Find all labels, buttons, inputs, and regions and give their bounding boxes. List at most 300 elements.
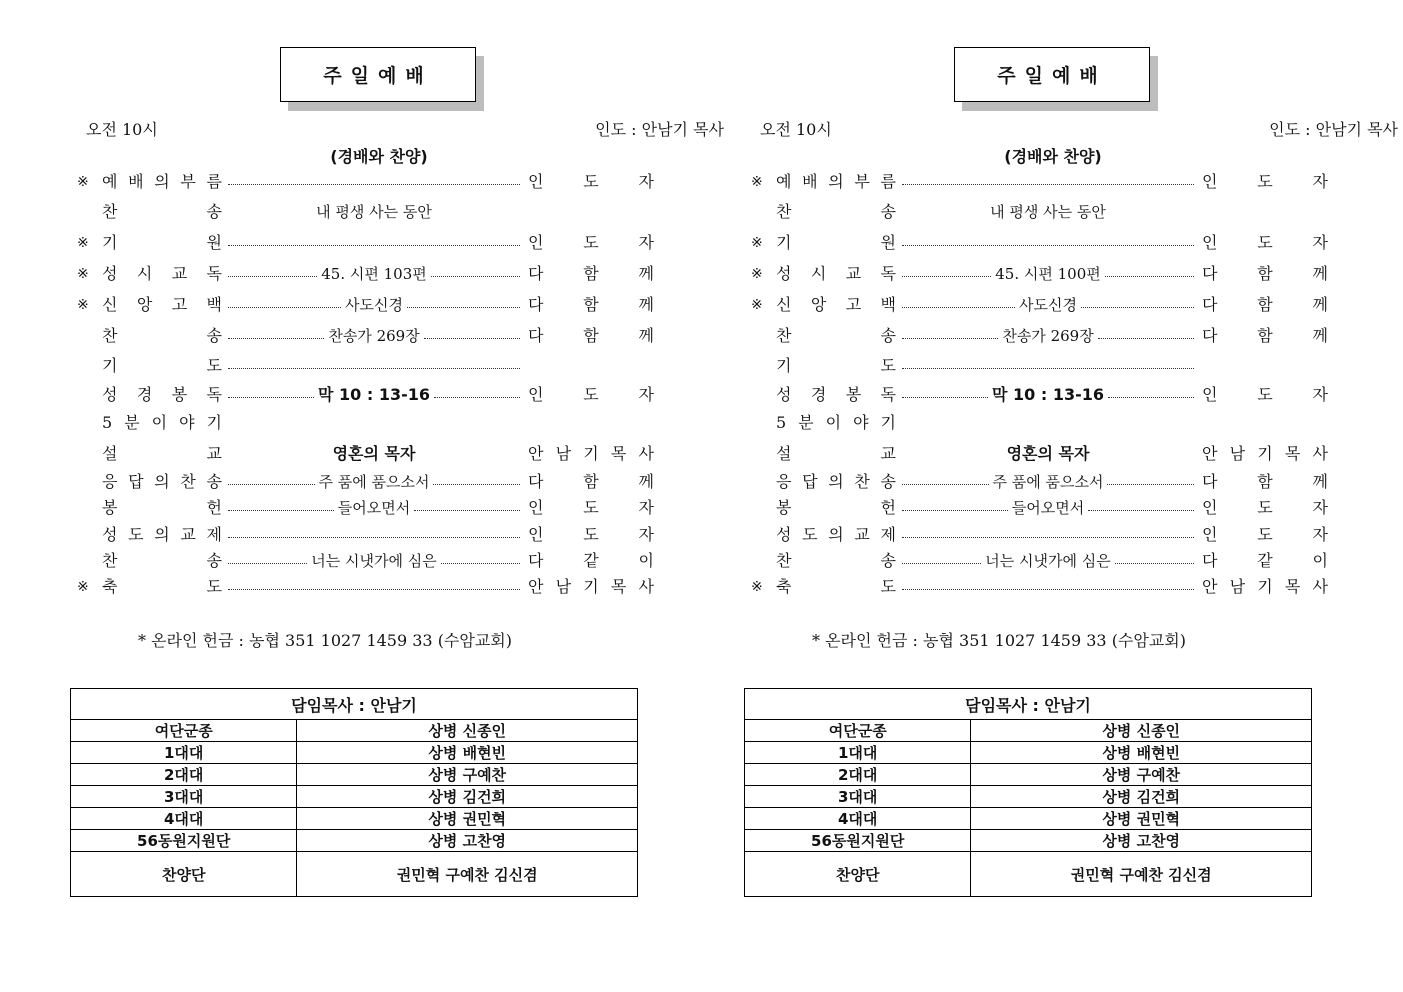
table-row: [745, 830, 1312, 852]
order-label: [102, 170, 222, 194]
order-label-char: 찬: [776, 326, 792, 345]
leader-dots: [902, 368, 1194, 369]
order-middle: [228, 549, 520, 573]
order-who-char: 목: [1284, 444, 1301, 463]
reference-mark: ※: [751, 297, 763, 313]
order-label: [776, 442, 896, 466]
order-label-char: 신: [102, 295, 118, 314]
order-who: [1202, 383, 1328, 407]
order-middle: [228, 383, 520, 407]
leader-dots: [902, 184, 1194, 185]
order-content: 주 품에 품으소서: [318, 473, 430, 491]
order-content: 막 10 : 13-16: [318, 385, 431, 404]
order-row: [748, 549, 1328, 573]
order-label: [102, 262, 222, 286]
order-who-char: 다: [1202, 551, 1218, 570]
order-label: [776, 523, 896, 547]
order-middle: [228, 231, 520, 255]
order-who-char: 함: [1257, 264, 1273, 283]
order-content: 막 10 : 13-16: [992, 385, 1105, 404]
order-label-char: 축: [102, 577, 118, 596]
order-who-char: 께: [1312, 326, 1328, 345]
order-who: [1202, 170, 1328, 194]
leader-dots: [228, 589, 520, 590]
staff-role: 2대대: [71, 764, 297, 786]
reference-mark: ※: [77, 174, 89, 190]
staff-name: 상병 신종인: [971, 720, 1312, 742]
leader-dots: [228, 484, 315, 485]
order-who-char: 께: [638, 295, 654, 314]
leader-dots: [228, 276, 317, 277]
choir-label: 찬양단: [745, 852, 971, 897]
order-label: [776, 496, 896, 520]
staff-head: 담임목사 : 안남기: [745, 689, 1312, 720]
order-who: [1202, 575, 1328, 599]
order-content: 들어오면서: [1011, 499, 1085, 517]
order-label: [102, 231, 222, 255]
order-row: [74, 523, 654, 547]
order-label: [102, 200, 222, 224]
order-who-char: 기: [1257, 444, 1273, 463]
staff-role: 4대대: [745, 808, 971, 830]
order-label-char: 원: [206, 233, 222, 252]
order-who-char: 목: [610, 577, 627, 596]
order-label-char: 기: [776, 356, 792, 375]
order-row: [74, 200, 654, 224]
leader-info: 인도 : 안남기 목사: [1269, 120, 1398, 139]
order-middle: [902, 383, 1194, 407]
order-label-char: 도: [802, 525, 818, 544]
order-who-char: 이: [638, 551, 654, 570]
order-label-char: 봉: [171, 385, 188, 404]
leader-dots: [228, 563, 307, 564]
staff-head: 담임목사 : 안남기: [71, 689, 638, 720]
order-who-char: 께: [638, 326, 654, 345]
order-who: [1202, 231, 1328, 255]
order-content: 찬송가 269장: [328, 327, 420, 345]
order-who-char: 사: [638, 577, 654, 596]
order-row: [74, 442, 654, 466]
order-who-char: 인: [528, 233, 544, 252]
order-row: [748, 523, 1328, 547]
order-label-char: 의: [154, 525, 170, 544]
order-content: 내 평생 사는 동안: [990, 203, 1106, 221]
order-label-char: 제: [880, 525, 896, 544]
order-who: [528, 575, 654, 599]
order-who-char: 께: [1312, 264, 1328, 283]
order-label-char: 야: [179, 413, 195, 432]
order-label-char: 성: [776, 264, 792, 283]
order-label-char: 예: [102, 172, 118, 191]
order-who-char: 다: [528, 551, 544, 570]
leader-dots: [902, 276, 991, 277]
order-middle: [228, 575, 520, 599]
leader-info: 인도 : 안남기 목사: [595, 120, 724, 139]
reference-mark: ※: [751, 266, 763, 282]
order-label-char: 송: [206, 326, 222, 345]
order-row: [748, 170, 1328, 194]
staff-name: 상병 배현빈: [297, 742, 638, 764]
table-row: [745, 808, 1312, 830]
reference-mark: ※: [77, 235, 89, 251]
table-row: [71, 742, 638, 764]
order-label-char: 설: [776, 444, 792, 463]
order-label-char: 봉: [102, 498, 118, 517]
leader-dots: [1115, 563, 1194, 564]
order-label-char: 야: [853, 413, 869, 432]
leader-dots: [902, 245, 1194, 246]
order-label-char: 교: [180, 525, 196, 544]
order-label-char: 기: [880, 413, 896, 432]
order-who-char: 도: [1257, 498, 1273, 517]
reference-mark: ※: [77, 579, 89, 595]
order-middle: [902, 411, 1194, 435]
order-middle: [228, 496, 520, 520]
order-content: 사도신경: [1019, 296, 1077, 314]
order-who-char: 남: [555, 577, 572, 596]
order-label: [102, 442, 222, 466]
order-label-char: 성: [102, 385, 118, 404]
order-label: [776, 170, 896, 194]
order-label-char: 찬: [102, 202, 118, 221]
order-label-char: 헌: [880, 498, 896, 517]
order-who-char: 다: [1202, 295, 1218, 314]
order-label-char: 고: [845, 295, 862, 314]
order-who-char: 다: [1202, 326, 1218, 345]
order-row: [74, 293, 654, 317]
reference-mark: ※: [751, 579, 763, 595]
order-row: [74, 549, 654, 573]
order-label-char: 도: [880, 577, 896, 596]
order-label-char: 봉: [776, 498, 792, 517]
order-who-char: 인: [1202, 233, 1218, 252]
order-middle: [902, 200, 1194, 224]
table-row: [71, 786, 638, 808]
order-who-char: 자: [1312, 233, 1328, 252]
table-row: [745, 786, 1312, 808]
reference-mark: ※: [751, 235, 763, 251]
staff-role: 3대대: [71, 786, 297, 808]
order-label-char: 기: [776, 233, 792, 252]
order-who-char: 도: [583, 385, 599, 404]
order-who-char: 안: [1202, 577, 1218, 596]
staff-name: 상병 김건희: [297, 786, 638, 808]
order-who-char: 자: [638, 498, 654, 517]
order-label-char: 독: [880, 264, 896, 283]
order-label-char: 도: [206, 577, 222, 596]
leader-dots: [441, 563, 520, 564]
order-content: 영혼의 목자: [1006, 444, 1090, 463]
leader-dots: [414, 510, 520, 511]
leader-dots: [434, 397, 520, 398]
order-who-char: 기: [583, 444, 599, 463]
order-middle: [902, 324, 1194, 348]
order-who-char: 인: [1202, 525, 1218, 544]
order-label: [776, 324, 896, 348]
order-who-char: 다: [528, 326, 544, 345]
order-who-char: 사: [1312, 577, 1328, 596]
order-who-char: 안: [528, 577, 544, 596]
order-label-char: 송: [206, 551, 222, 570]
order-who-char: 다: [528, 472, 544, 491]
order-middle: [228, 442, 520, 466]
order-who-char: 함: [583, 264, 599, 283]
service-time: 오전 10시: [86, 120, 158, 139]
order-label-char: 송: [206, 472, 222, 491]
staff-role: 56동원지원단: [71, 830, 297, 852]
leader-dots: [902, 338, 998, 339]
order-who: [1202, 324, 1328, 348]
order-label: [776, 354, 896, 378]
leader-dots: [1107, 484, 1194, 485]
order-label-char: 배: [802, 172, 818, 191]
section-heading: (경배와 찬양): [330, 147, 428, 166]
order-label-char: 이: [825, 413, 842, 432]
order-who-char: 같: [1257, 551, 1273, 570]
order-who-char: 인: [528, 498, 544, 517]
online-giving: * 온라인 헌금 : 농협 351 1027 1459 33 (수암교회): [138, 631, 513, 650]
order-who-char: 사: [1312, 444, 1328, 463]
order-who: [528, 523, 654, 547]
order-who-char: 인: [1202, 385, 1218, 404]
order-label: [776, 549, 896, 573]
order-label-char: 앙: [810, 295, 827, 314]
leader-dots: [902, 510, 1008, 511]
table-row: [745, 742, 1312, 764]
order-label-char: 의: [828, 525, 844, 544]
leader-dots: [1098, 338, 1194, 339]
staff-role: 3대대: [745, 786, 971, 808]
order-middle: [902, 170, 1194, 194]
order-row: [748, 470, 1328, 494]
order-who: [528, 170, 654, 194]
order-label-char: 시: [136, 264, 153, 283]
order-label: [776, 293, 896, 317]
order-label-char: 교: [854, 525, 870, 544]
order-who-char: 인: [1202, 498, 1218, 517]
order-label-char: 백: [880, 295, 896, 314]
order-who-char: 도: [583, 498, 599, 517]
choir-label: 찬양단: [71, 852, 297, 897]
leader-dots: [431, 276, 520, 277]
leader-dots: [902, 589, 1194, 590]
order-who-char: 도: [1257, 233, 1273, 252]
order-label-char: 교: [845, 264, 862, 283]
order-who: [528, 442, 654, 466]
table-row: [71, 830, 638, 852]
order-who-char: 남: [1229, 444, 1246, 463]
order-row: [748, 496, 1328, 520]
leader-dots: [228, 537, 520, 538]
reference-mark: ※: [751, 174, 763, 190]
online-giving: * 온라인 헌금 : 농협 351 1027 1459 33 (수암교회): [812, 631, 1187, 650]
order-who-char: 사: [638, 444, 654, 463]
order-label: [102, 354, 222, 378]
order-middle: [228, 170, 520, 194]
order-label-char: 5: [776, 413, 787, 432]
order-label-char: 의: [828, 172, 844, 191]
order-content: 사도신경: [345, 296, 403, 314]
order-who-char: 함: [583, 472, 599, 491]
leader-dots: [1081, 307, 1194, 308]
order-who-char: 자: [638, 233, 654, 252]
table-row: [745, 720, 1312, 742]
order-who-char: 도: [583, 172, 599, 191]
order-who-char: 도: [1257, 385, 1273, 404]
order-content: 너는 시냇가에 심은: [311, 552, 437, 570]
order-row: [74, 383, 654, 407]
order-middle: [228, 523, 520, 547]
order-row: [74, 496, 654, 520]
order-content: 45. 시편 103편: [321, 265, 427, 283]
order-middle: [902, 262, 1194, 286]
order-who-char: 인: [528, 385, 544, 404]
order-row: [74, 262, 654, 286]
staff-role: 여단군종: [745, 720, 971, 742]
order-middle: [228, 293, 520, 317]
table-row: [71, 764, 638, 786]
order-who-char: 함: [1257, 472, 1273, 491]
order-who-char: 남: [1229, 577, 1246, 596]
order-content: 너는 시냇가에 심은: [985, 552, 1111, 570]
order-who: [1202, 496, 1328, 520]
order-label-char: 분: [798, 413, 814, 432]
order-middle: [228, 411, 520, 435]
order-row: [748, 383, 1328, 407]
order-label-char: 기: [206, 413, 222, 432]
order-who: [528, 496, 654, 520]
staff-role: 56동원지원단: [745, 830, 971, 852]
order-who: [1202, 293, 1328, 317]
leader-dots: [424, 338, 520, 339]
order-label-char: 분: [124, 413, 140, 432]
order-middle: [228, 262, 520, 286]
order-label-char: 독: [880, 385, 896, 404]
order-label: [102, 496, 222, 520]
order-row: [748, 324, 1328, 348]
order-row: [74, 231, 654, 255]
service-time: 오전 10시: [760, 120, 832, 139]
order-label-char: 의: [828, 472, 844, 491]
order-label-char: 독: [206, 385, 222, 404]
order-label-char: 기: [102, 233, 118, 252]
leader-dots: [902, 397, 988, 398]
order-middle: [902, 523, 1194, 547]
order-who-char: 도: [583, 233, 599, 252]
table-row: [745, 852, 1312, 897]
staff-name: 상병 구예찬: [971, 764, 1312, 786]
order-label-char: 송: [206, 202, 222, 221]
order-label-char: 배: [128, 172, 144, 191]
bulletin-right: [748, 0, 1398, 992]
order-who: [528, 231, 654, 255]
order-label-char: 설: [102, 444, 118, 463]
order-label-char: 의: [154, 172, 170, 191]
staff-name: 상병 고찬영: [971, 830, 1312, 852]
order-label-char: 경: [136, 385, 153, 404]
leader-dots: [433, 484, 520, 485]
order-content: 내 평생 사는 동안: [316, 203, 432, 221]
reference-mark: ※: [77, 297, 89, 313]
order-who-char: 다: [1202, 472, 1218, 491]
order-who-char: 도: [583, 525, 599, 544]
page-title: 주일예배: [954, 47, 1150, 102]
order-who-char: 기: [1257, 577, 1273, 596]
order-label-char: 제: [206, 525, 222, 544]
order-label-char: 찬: [102, 326, 118, 345]
order-label: [102, 324, 222, 348]
order-label-char: 찬: [180, 472, 196, 491]
order-who-char: 같: [583, 551, 599, 570]
table-row: [745, 764, 1312, 786]
order-who-char: 자: [638, 385, 654, 404]
reference-mark: ※: [77, 266, 89, 282]
order-label-char: 답: [128, 472, 144, 491]
choir-members: 권민혁 구예찬 김신겸: [971, 852, 1312, 897]
order-label-char: 교: [171, 264, 188, 283]
order-row: [748, 231, 1328, 255]
order-who-char: 안: [528, 444, 544, 463]
order-label-char: 시: [810, 264, 827, 283]
order-label: [776, 575, 896, 599]
order-row: [748, 200, 1328, 224]
order-label-char: 이: [151, 413, 168, 432]
leader-dots: [228, 368, 520, 369]
order-row: [74, 470, 654, 494]
order-middle: [902, 575, 1194, 599]
title-box: [280, 47, 476, 102]
order-who-char: 안: [1202, 444, 1218, 463]
order-label-char: 예: [776, 172, 792, 191]
order-label-char: 성: [102, 264, 118, 283]
staff-name: 상병 권민혁: [297, 808, 638, 830]
order-label-char: 앙: [136, 295, 153, 314]
order-label-char: 고: [171, 295, 188, 314]
staff-name: 상병 신종인: [297, 720, 638, 742]
order-label-char: 송: [880, 326, 896, 345]
staff-role: 2대대: [745, 764, 971, 786]
order-row: [748, 354, 1328, 378]
order-row: [748, 293, 1328, 317]
order-who: [1202, 523, 1328, 547]
order-who: [1202, 442, 1328, 466]
order-who: [528, 262, 654, 286]
order-middle: [228, 354, 520, 378]
leader-dots: [902, 563, 981, 564]
order-label: [102, 470, 222, 494]
order-label-char: 부: [180, 172, 196, 191]
order-row: [74, 170, 654, 194]
order-middle: [902, 442, 1194, 466]
order-content: 찬송가 269장: [1002, 327, 1094, 345]
order-who-char: 자: [638, 525, 654, 544]
order-label-char: 답: [802, 472, 818, 491]
order-label-char: 의: [154, 472, 170, 491]
staff-role: 여단군종: [71, 720, 297, 742]
order-row: [74, 411, 654, 435]
order-who: [1202, 470, 1328, 494]
order-who: [528, 324, 654, 348]
order-row: [748, 262, 1328, 286]
order-label-char: 경: [810, 385, 827, 404]
order-label: [776, 231, 896, 255]
order-label-char: 축: [776, 577, 792, 596]
order-label-char: 헌: [206, 498, 222, 517]
staff-role: 4대대: [71, 808, 297, 830]
order-who-char: 자: [1312, 385, 1328, 404]
order-who-char: 자: [1312, 525, 1328, 544]
order-who-char: 자: [638, 172, 654, 191]
